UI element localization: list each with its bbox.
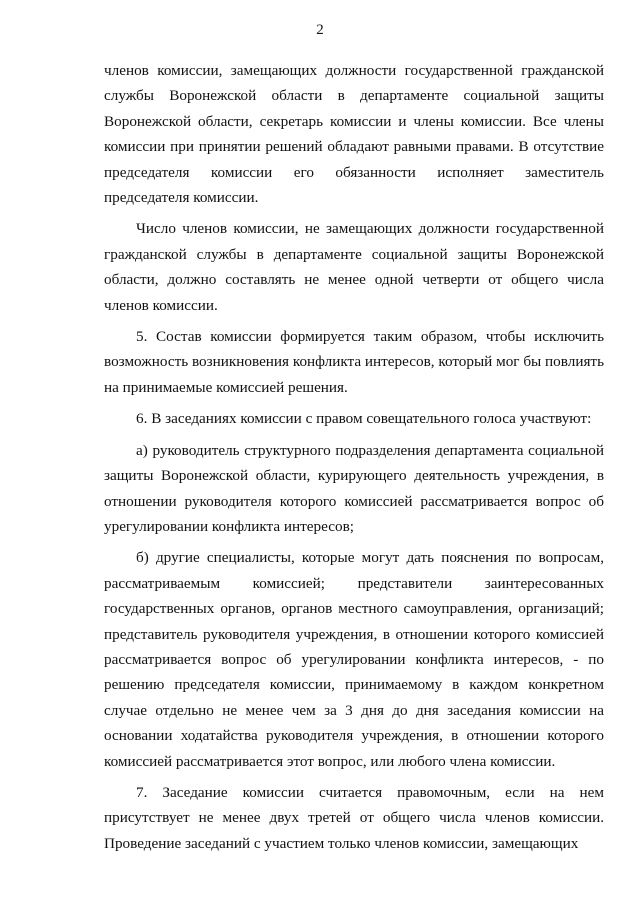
page-number: 2	[316, 22, 324, 38]
paragraph-item-7: 7. Заседание комиссии считается правомочным, если на нем присутствует не менее двух третей от общего числа членов комиссии. Проведение заседаний с участием только членов комиссии, замещающих	[104, 783, 604, 852]
paragraph-continuation: членов комиссии, замещающих должности государственной гражданской службы Воронежской области в департаменте социальной защиты Воронежской области, секретарь комиссии и члены комиссии. Все члены комиссии при принятии решений обладают равными правами. В отсутствие председателя комиссии его обязанности исполняет заместитель председателя комиссии.	[104, 62, 604, 207]
paragraph-item-6a: а) руководитель структурного подразделения департамента социальной защиты Воронежской области, курирующего деятельность учреждения, в отношении руководителя которого комиссией рассматривается вопрос об урегулировании конфликта интересов;	[104, 441, 604, 535]
paragraph-item-6: 6. В заседаниях комиссии с правом совещательного голоса участвуют:	[136, 410, 592, 428]
paragraph-item-5: 5. Состав комиссии формируется таким образом, чтобы исключить возможность возникновения конфликта интересов, который мог бы повлиять на принимаемые комиссией решения.	[104, 328, 604, 396]
paragraph-member-count: Число членов комиссии, не замещающих должности государственной гражданской службы в департаменте социальной защиты Воронежской области, должно составлять не менее одной четверти от общего числа членов комиссии.	[104, 220, 604, 314]
document-body	[104, 58, 604, 856]
paragraph-item-6b: б) другие специалисты, которые могут дать пояснения по вопросам, рассматриваемым комиссией; представители заинтересованных государственных органов, органов местного самоуправления, организаций; представитель руководителя учреждения, в отношении которого комиссией рассматривается вопрос об урегулировании конфликта интересов, - по решению председателя комиссии, принимаемому в каждом конкретном случае отдельно не менее чем за 3 дня до дня заседания комиссии на основании ходатайства руководителя учреждения, в отношении которого комиссией рассматривается этот вопрос, или любого члена комиссии.	[104, 549, 604, 770]
